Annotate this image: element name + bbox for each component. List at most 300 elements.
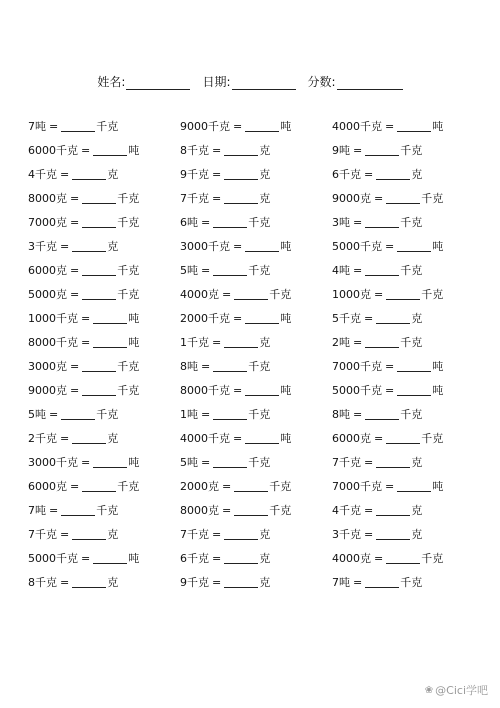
problem-given: 4吨 [332,264,350,277]
problem-row [332,570,443,594]
target-unit: 吨 [280,384,292,397]
equals-sign: = [81,551,91,565]
answer-blank[interactable] [213,408,247,420]
answer-blank[interactable] [234,480,268,492]
name-field[interactable] [97,74,190,90]
problem-given: 3000千克 [180,240,230,253]
target-unit: 千克 [421,432,444,445]
answer-blank[interactable] [61,120,95,132]
problem-given: 5吨 [180,456,198,469]
problem-given: 1000千克 [28,312,78,325]
problem-row [28,234,139,258]
target-unit: 千克 [117,360,140,373]
target-unit: 吨 [432,240,444,253]
answer-blank[interactable] [224,144,258,156]
problem-row [332,306,443,330]
target-unit: 克 [259,144,271,157]
equals-sign: = [374,551,384,565]
problem-row [180,258,291,282]
target-unit: 吨 [280,312,292,325]
name-line[interactable] [126,76,190,90]
target-unit: 克 [411,504,423,517]
answer-blank[interactable] [82,192,116,204]
problem-row [180,306,291,330]
score-field[interactable] [308,74,403,90]
answer-blank[interactable] [245,384,279,396]
problem-row [332,282,443,306]
problem-given: 7吨 [332,576,350,589]
equals-sign: = [353,215,363,229]
answer-blank[interactable] [224,552,258,564]
problem-row [180,186,291,210]
problem-row [180,162,291,186]
problem-given: 7000克 [28,216,67,229]
problem-row [180,474,291,498]
answer-blank[interactable] [213,264,247,276]
equals-sign: = [353,263,363,277]
target-unit: 千克 [117,480,140,493]
problem-row [28,474,139,498]
target-unit: 吨 [128,144,140,157]
problem-given: 5000克 [28,288,67,301]
target-unit: 千克 [400,336,423,349]
target-unit: 千克 [269,504,292,517]
problem-given: 3千克 [28,240,57,253]
problem-row [28,498,139,522]
equals-sign: = [364,455,374,469]
problem-given: 7000千克 [332,480,382,493]
answer-blank[interactable] [93,336,127,348]
target-unit: 克 [259,192,271,205]
target-unit: 千克 [269,480,292,493]
problem-column-1 [28,114,139,594]
answer-blank[interactable] [93,552,127,564]
problem-row [332,426,443,450]
answer-blank[interactable] [82,360,116,372]
answer-blank[interactable] [365,576,399,588]
worksheet-header [0,74,500,90]
answer-blank[interactable] [82,264,116,276]
equals-sign: = [60,167,70,181]
answer-blank[interactable] [72,576,106,588]
target-unit: 千克 [96,120,119,133]
answer-blank[interactable] [234,288,268,300]
problem-row [332,354,443,378]
problem-given: 4千克 [332,504,361,517]
equals-sign: = [70,263,80,277]
answer-blank[interactable] [213,456,247,468]
target-unit: 克 [107,576,119,589]
problem-row [180,114,291,138]
equals-sign: = [70,191,80,205]
problem-given: 1千克 [180,336,209,349]
answer-blank[interactable] [386,288,420,300]
target-unit: 千克 [248,264,271,277]
problem-given: 3吨 [332,216,350,229]
problem-given: 4000克 [180,288,219,301]
answer-blank[interactable] [397,480,431,492]
equals-sign: = [212,191,222,205]
target-unit: 克 [107,168,119,181]
problem-given: 8千克 [180,144,209,157]
target-unit: 吨 [128,456,140,469]
equals-sign: = [385,119,395,133]
equals-sign: = [81,455,91,469]
target-unit: 吨 [280,120,292,133]
target-unit: 吨 [432,384,444,397]
problem-given: 5吨 [28,408,46,421]
problem-given: 9千克 [180,576,209,589]
problem-given: 8000千克 [180,384,230,397]
problem-row [332,450,443,474]
problem-row [332,258,443,282]
equals-sign: = [70,287,80,301]
answer-blank[interactable] [61,408,95,420]
date-field[interactable] [202,74,295,90]
problem-row [28,450,139,474]
equals-sign: = [233,383,243,397]
problem-given: 5000千克 [28,552,78,565]
answer-blank[interactable] [365,408,399,420]
answer-blank[interactable] [72,528,106,540]
answer-blank[interactable] [386,552,420,564]
target-unit: 千克 [117,192,140,205]
answer-blank[interactable] [213,360,247,372]
equals-sign: = [81,311,91,325]
equals-sign: = [49,119,59,133]
problem-row [28,426,139,450]
equals-sign: = [201,455,211,469]
answer-blank[interactable] [61,504,95,516]
problem-given: 3000克 [28,360,67,373]
target-unit: 克 [411,168,423,181]
problem-row [28,186,139,210]
equals-sign: = [60,431,70,445]
target-unit: 克 [107,528,119,541]
equals-sign: = [233,431,243,445]
problem-given: 8000千克 [28,336,78,349]
target-unit: 吨 [280,432,292,445]
target-unit: 千克 [269,288,292,301]
answer-blank[interactable] [72,168,106,180]
problem-row [28,570,139,594]
answer-blank[interactable] [72,240,106,252]
answer-blank[interactable] [376,456,410,468]
target-unit: 吨 [432,120,444,133]
target-unit: 吨 [280,240,292,253]
problem-row [28,306,139,330]
problem-row [180,282,291,306]
equals-sign: = [385,479,395,493]
answer-blank[interactable] [376,504,410,516]
equals-sign: = [212,551,222,565]
answer-blank[interactable] [245,240,279,252]
problem-row [28,402,139,426]
target-unit: 千克 [117,288,140,301]
equals-sign: = [201,359,211,373]
problem-given: 6千克 [332,168,361,181]
problem-given: 5000千克 [332,384,382,397]
problem-given: 9000千克 [180,120,230,133]
answer-blank[interactable] [376,528,410,540]
problem-row [28,114,139,138]
target-unit: 千克 [96,504,119,517]
answer-blank[interactable] [224,192,258,204]
score-label: 分数: [307,75,336,89]
problem-given: 2000克 [180,480,219,493]
target-unit: 克 [107,240,119,253]
target-unit: 千克 [400,576,423,589]
problem-row [332,522,443,546]
equals-sign: = [374,191,384,205]
problem-given: 7千克 [28,528,57,541]
equals-sign: = [374,287,384,301]
problem-row [180,330,291,354]
target-unit: 千克 [248,360,271,373]
problem-row [180,138,291,162]
problem-row [332,402,443,426]
answer-blank[interactable] [365,216,399,228]
problem-row [28,210,139,234]
problem-row [332,378,443,402]
equals-sign: = [233,119,243,133]
problem-given: 8000克 [28,192,67,205]
equals-sign: = [70,479,80,493]
equals-sign: = [60,527,70,541]
problem-row [332,234,443,258]
equals-sign: = [353,143,363,157]
target-unit: 千克 [400,264,423,277]
equals-sign: = [49,503,59,517]
answer-blank[interactable] [82,216,116,228]
equals-sign: = [353,407,363,421]
equals-sign: = [364,527,374,541]
target-unit: 千克 [400,216,423,229]
target-unit: 千克 [117,264,140,277]
equals-sign: = [60,239,70,253]
problem-row [332,162,443,186]
answer-blank[interactable] [386,432,420,444]
problem-given: 3000千克 [28,456,78,469]
problem-given: 7千克 [180,528,209,541]
problem-given: 2000千克 [180,312,230,325]
target-unit: 克 [259,528,271,541]
problem-given: 2吨 [332,336,350,349]
answer-blank[interactable] [93,144,127,156]
target-unit: 千克 [421,192,444,205]
problem-given: 6千克 [180,552,209,565]
target-unit: 千克 [117,384,140,397]
target-unit: 千克 [248,216,271,229]
answer-blank[interactable] [397,384,431,396]
equals-sign: = [49,407,59,421]
score-line[interactable] [337,76,403,90]
equals-sign: = [222,287,232,301]
problem-row [332,114,443,138]
watermark-text: @Cici学吧 [435,684,488,697]
problem-given: 2千克 [28,432,57,445]
problem-row [180,450,291,474]
target-unit: 克 [259,168,271,181]
target-unit: 克 [259,576,271,589]
equals-sign: = [222,503,232,517]
problem-row [332,330,443,354]
equals-sign: = [374,431,384,445]
answer-blank[interactable] [376,168,410,180]
equals-sign: = [201,263,211,277]
equals-sign: = [212,167,222,181]
equals-sign: = [70,383,80,397]
problem-row [332,474,443,498]
problem-given: 3千克 [332,528,361,541]
problem-row [180,354,291,378]
equals-sign: = [233,311,243,325]
answer-blank[interactable] [245,312,279,324]
answer-blank[interactable] [82,480,116,492]
date-label: 日期: [202,75,231,89]
problem-given: 4000克 [332,552,371,565]
problem-given: 7千克 [180,192,209,205]
problem-given: 8吨 [332,408,350,421]
answer-blank[interactable] [82,384,116,396]
equals-sign: = [212,335,222,349]
target-unit: 克 [411,456,423,469]
answer-blank[interactable] [386,192,420,204]
answer-blank[interactable] [365,264,399,276]
answer-blank[interactable] [397,120,431,132]
answer-blank[interactable] [224,528,258,540]
target-unit: 千克 [400,408,423,421]
problem-row [28,282,139,306]
target-unit: 吨 [128,552,140,565]
problem-row [28,162,139,186]
problem-given: 6000克 [28,264,67,277]
problem-given: 8000克 [180,504,219,517]
target-unit: 克 [411,528,423,541]
problem-given: 7吨 [28,120,46,133]
equals-sign: = [60,575,70,589]
answer-blank[interactable] [365,144,399,156]
problem-row [180,234,291,258]
name-label: 姓名: [97,75,126,89]
problem-given: 6000千克 [28,144,78,157]
problem-given: 4000千克 [180,432,230,445]
problem-given: 1吨 [180,408,198,421]
target-unit: 千克 [400,144,423,157]
problem-row [180,210,291,234]
target-unit: 克 [259,336,271,349]
problem-given: 4千克 [28,168,57,181]
problem-row [28,546,139,570]
target-unit: 吨 [128,336,140,349]
target-unit: 吨 [432,360,444,373]
equals-sign: = [201,407,211,421]
paw-icon: ❀ [424,684,434,696]
answer-blank[interactable] [224,168,258,180]
problem-given: 4000千克 [332,120,382,133]
target-unit: 克 [411,312,423,325]
problem-row [332,186,443,210]
problem-given: 6000克 [332,432,371,445]
equals-sign: = [385,239,395,253]
problem-row [180,378,291,402]
answer-blank[interactable] [82,288,116,300]
equals-sign: = [212,143,222,157]
problem-given: 7000千克 [332,360,382,373]
equals-sign: = [222,479,232,493]
problem-row [332,546,443,570]
answer-blank[interactable] [72,432,106,444]
watermark [425,682,488,698]
problem-given: 1000克 [332,288,371,301]
problem-given: 9千克 [180,168,209,181]
equals-sign: = [201,215,211,229]
problem-row [28,258,139,282]
answer-blank[interactable] [397,360,431,372]
answer-blank[interactable] [365,336,399,348]
problem-given: 9吨 [332,144,350,157]
equals-sign: = [364,503,374,517]
target-unit: 克 [107,432,119,445]
problem-given: 7千克 [332,456,361,469]
answer-blank[interactable] [234,504,268,516]
problem-given: 5吨 [180,264,198,277]
problem-row [180,402,291,426]
equals-sign: = [385,383,395,397]
target-unit: 千克 [421,288,444,301]
answer-blank[interactable] [93,456,127,468]
equals-sign: = [81,335,91,349]
problem-given: 5000千克 [332,240,382,253]
problem-column-2 [180,114,291,594]
equals-sign: = [212,575,222,589]
target-unit: 克 [259,552,271,565]
problem-given: 6吨 [180,216,198,229]
problem-row [332,498,443,522]
problem-column-3 [332,114,443,594]
problem-given: 8千克 [28,576,57,589]
answer-blank[interactable] [224,336,258,348]
target-unit: 千克 [248,456,271,469]
problem-row [28,330,139,354]
target-unit: 千克 [248,408,271,421]
answer-blank[interactable] [397,240,431,252]
equals-sign: = [364,311,374,325]
problem-row [180,522,291,546]
problem-given: 6000克 [28,480,67,493]
problem-given: 9000克 [332,192,371,205]
answer-blank[interactable] [245,120,279,132]
answer-blank[interactable] [245,432,279,444]
target-unit: 吨 [432,480,444,493]
problem-row [180,426,291,450]
answer-blank[interactable] [93,312,127,324]
problem-row [28,378,139,402]
equals-sign: = [364,167,374,181]
answer-blank[interactable] [376,312,410,324]
date-line[interactable] [232,76,296,90]
target-unit: 千克 [421,552,444,565]
equals-sign: = [353,575,363,589]
target-unit: 吨 [128,312,140,325]
answer-blank[interactable] [224,576,258,588]
problem-row [28,522,139,546]
equals-sign: = [70,215,80,229]
equals-sign: = [233,239,243,253]
equals-sign: = [81,143,91,157]
answer-blank[interactable] [213,216,247,228]
problem-row [180,570,291,594]
